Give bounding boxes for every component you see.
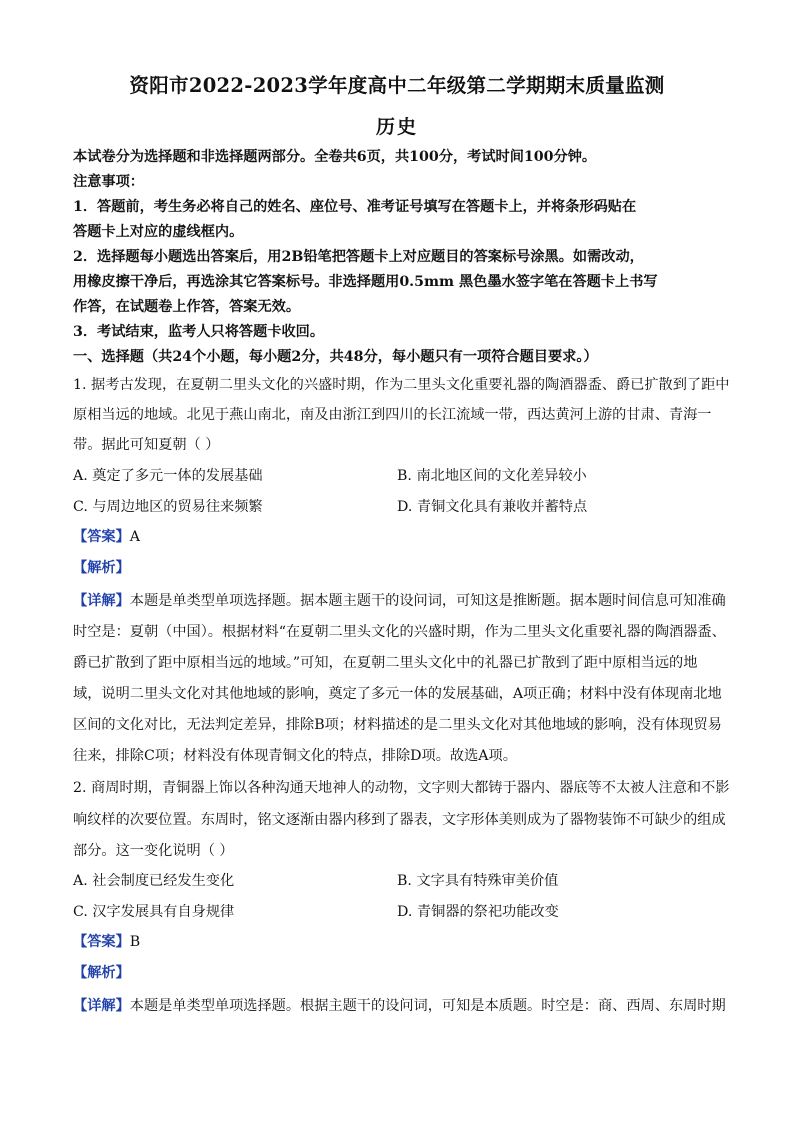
option-d: D. 青铜文化具有兼收并蓄特点 [397, 499, 588, 515]
detail-line [73, 996, 726, 1016]
question-stem-line: 原相当远的地域。北见于燕山南北，南及由浙江到四川的长江流域一带，西达黄河上游的甘肃、青海一 [73, 407, 712, 423]
detail-line: 时空是：夏朝（中国）。根据材料“在夏朝二里头文化的兴盛时期，作为二里头文化重要礼器的陶酒器盉、 [73, 624, 726, 640]
notice-line: 用橡皮擦干净后，再选涂其它答案标号。非选择题用0.5mm 黑色墨水签字笔在答题卡上书写 [73, 274, 658, 290]
detail-line: 往来，排除C项；材料没有体现青铜文化的特点，排除D项。故选A项。 [73, 748, 517, 764]
exam-summary: 本试卷分为选择题和非选择题两部分。全卷共6页，共100分，考试时间100分钟。 [73, 149, 597, 165]
analysis-line [73, 558, 723, 578]
answer-tag: 【答案】 [73, 529, 130, 545]
detail-text: 本题是单类型单项选择题。根据主题干的设问词，可知是本质题。时空是：商、西周、东周时期 [129, 998, 726, 1014]
page-title: 资阳市2022-2023学年度高中二年级第二学期期末质量监测 [129, 74, 665, 97]
detail-tag: 【详解】 [73, 593, 130, 609]
answer-line [73, 932, 723, 952]
notice-line: 答题卡上对应的虚线框内。 [73, 224, 244, 240]
question-stem-line: 部分。这一变化说明（ ） [73, 843, 234, 859]
analysis-tag: 【解析】 [73, 965, 130, 981]
question-stem-line: 2. 商周时期，青铜器上饰以各种沟通天地神人的动物，文字则大都铸于器内、器底等不太被人注意和不影 [73, 780, 730, 796]
subject-title: 历史 [375, 116, 418, 138]
detail-text: 本题是单类型单项选择题。据本题主题干的设问词，可知这是推断题。据本题时间信息可知准确 [129, 593, 726, 609]
analysis-line [73, 963, 723, 983]
option-b: B. 南北地区间的文化差异较小 [397, 468, 587, 484]
detail-line: 爵已扩散到了距中原相当远的地域。”可知，在夏朝二里头文化中的礼器已扩散到了距中原相当远的地 [73, 655, 698, 671]
question-stem-line: 带。据此可知夏朝（ ） [73, 437, 220, 453]
question-stem-line: 响纹样的次要位置。东周时，铭文逐渐由器内移到了器表，文字形体美则成为了器物装饰不可缺少的组成 [73, 812, 726, 828]
option-c: C. 与周边地区的贸易往来频繁 [73, 499, 263, 515]
section-title: 一、选择题（共24个小题，每小题2分，共48分，每小题只有一项符合题目要求。） [73, 349, 598, 365]
detail-line: 区间的文化对比，无法判定差异，排除B项；材料描述的是二里头文化对其他地域的影响，没有体现贸易 [73, 717, 722, 733]
notice-line: 2．选择题每小题选出答案后，用2B铅笔把答题卡上对应题目的答案标号涂黑。如需改动， [73, 249, 644, 265]
option-a: A. 社会制度已经发生变化 [73, 873, 235, 889]
answer-value: A [129, 529, 141, 545]
option-c: C. 汉字发展具有自身规律 [73, 904, 235, 920]
notice-label: 注意事项： [73, 174, 144, 190]
notice-line: 3．考试结束，监考人只将答题卡收回。 [73, 324, 325, 340]
notice-line: 1．答题前，考生务必将自己的姓名、座位号、准考证号填写在答题卡上，并将条形码贴在 [73, 199, 637, 215]
detail-tag: 【详解】 [73, 998, 130, 1014]
analysis-tag: 【解析】 [73, 560, 130, 576]
detail-line: 域，说明二里头文化对其他地域的影响，奠定了多元一体的发展基础，A项正确；材料中没有体现南北地 [73, 686, 722, 702]
answer-tag: 【答案】 [73, 934, 130, 950]
notice-line: 作答，在试题卷上作答，答案无效。 [73, 299, 301, 315]
question-stem-line: 1. 据考古发现，在夏朝二里头文化的兴盛时期，作为二里头文化重要礼器的陶酒器盉、爵已扩散到了距中 [73, 377, 730, 393]
answer-value: B [129, 934, 141, 950]
answer-line [73, 527, 723, 547]
option-b: B. 文字具有特殊审美价值 [397, 873, 559, 889]
detail-line [73, 591, 726, 611]
option-d: D. 青铜器的祭祀功能改变 [397, 904, 559, 920]
option-a: A. 奠定了多元一体的发展基础 [73, 468, 263, 484]
